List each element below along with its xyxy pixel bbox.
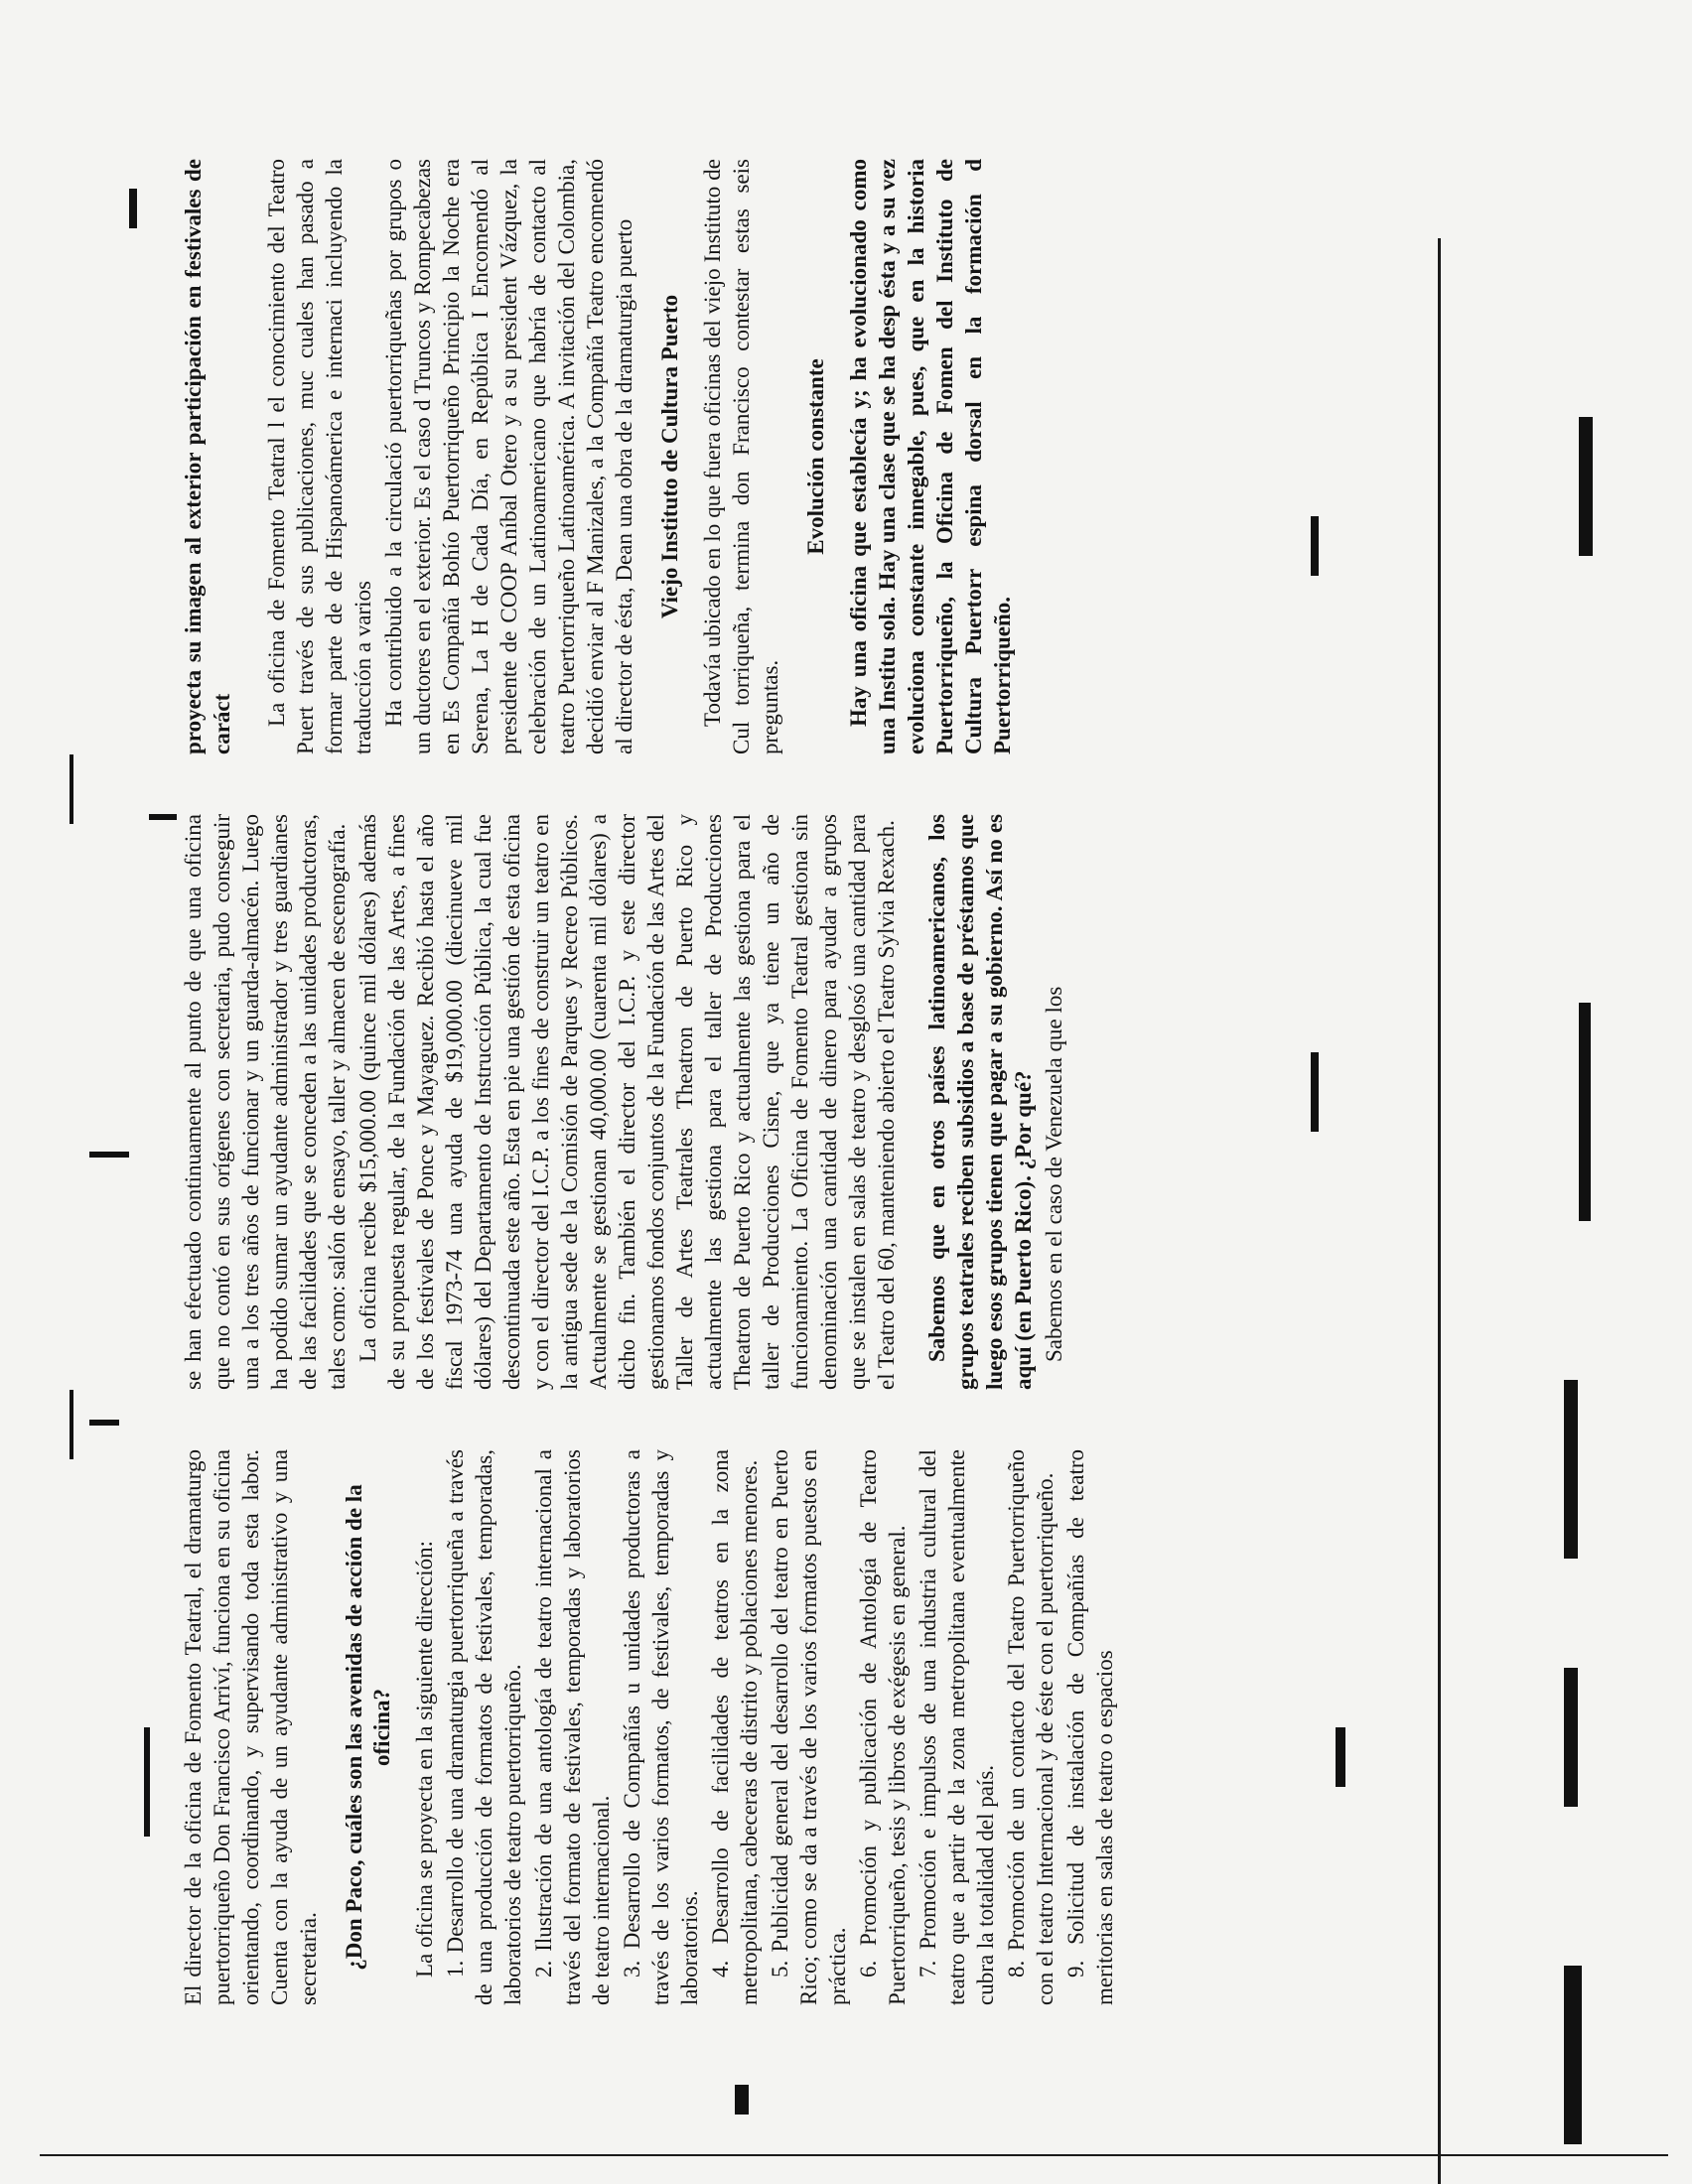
scan-mark — [1579, 1003, 1591, 1221]
column1-answer-intro: La oficina se proyecta en la siguiente dirección: — [412, 1541, 437, 1978]
scan-mark — [70, 754, 73, 824]
column1-intro: El director de la oficina de Fomento Teatral, el dramaturgo puertorriqueño Don Francisco Arriví, funciona en su oficina orientando, coordinando, y supervisando toda esta labor. Cuenta con la ayuda de un ayudante administrativo y una secretaria. — [181, 1449, 321, 2005]
scan-mark — [144, 1727, 150, 1837]
column3-paragraph: Hay una oficina que establecía y; ha evolucionado como una Institu sola. Hay una clase que se ha desp ésta y a su vez evoluciona constante innegable, pues, que en la historia Puertorriqueño, la Oficina de Fomen del Instituto de Cultura Puertorr espina dorsal en la formación d Puertorriqueño. — [846, 159, 1015, 754]
list-item: 9. Solicitud de instalación de Compañías de teatro meritorias en salas de teatro o espacios — [1063, 1449, 1117, 2005]
column-1 — [179, 1449, 1450, 2005]
list-item: 5. Publicidad general del desarrollo del teatro en Puerto Rico; como se da a través de los varios formatos puestos en práctica. — [768, 1449, 850, 2005]
document-sheet — [179, 139, 1529, 2005]
column2-paragraph: se han efectuado continuamente al punto de que una oficina que no contó en sus orígenes con secretaria, pudo conseguir una a los tres años de funcionar y un guarda-almacén. Luego ha podido sumar un ayudante administrador y tres guardianes de las facilidades que se conceden a las unidades productoras, tales como: salón de ensayo, taller y almacen de escenografía. — [181, 814, 350, 1390]
scan-mark — [1579, 417, 1593, 556]
list-item: 1. Desarrollo de una dramaturgia puertorriqueña a través de una producción de formatos de festivales, temporadas, laboratorios de teatro puertorriqueño. — [443, 1449, 525, 2005]
list-item: 6. Promoción y publicación de Antología de Teatro Puertorriqueño, tesis y libros de exégesis en general. — [856, 1449, 910, 2005]
column2-paragraph: Sabemos que en otros países latinoamericanos, los grupos teatrales reciben subsidios a base de préstamos que luego esos grupos tienen que pagar a su gobierno. Así no es aquí (en Puerto Rico). ¿Por qué? — [924, 814, 1036, 1390]
column3-heading: Evolución constante — [803, 358, 828, 555]
scan-mark — [1564, 1966, 1582, 2144]
scan-mark — [89, 1152, 129, 1158]
column3-paragraph: Ha contribuido a la circulació puertorriqueñas por grupos o un ductores en el exterior. Es el caso d Truncos y Rompecabezas en Es Compañía Bohío Puertorriqueño Principio la Noche era Serena, La H de Cada Día, en República I Encomendó al presidente de COOP Aníbal Otero y a su president Vázquez, la celebración de un Latinoamericano que habría de contacto al teatro Puertorriqueño Latinoamérica. A invitación del Colombia, decidió enviar al F Manizales, a la Compañía Teatro encomendó al director de ésta, Dean una obra de la dramaturgia puerto — [381, 159, 636, 754]
list-item: 8. Promoción de un contacto del Teatro Puertorriqueño con el teatro Internacional y de éste con el puertorriqueño. — [1004, 1449, 1058, 2005]
column3-paragraph: La oficina de Fomento Teatral l el conocimiento del Teatro Puert través de sus publicaciones, muc cuales han pasado a formar parte de de Hispanoámerica e internaci incluyendo la traducción a varios — [264, 159, 375, 754]
scan-mark — [70, 1390, 73, 1459]
bottom-scan-line — [40, 2154, 1668, 2156]
column-2 — [179, 814, 1450, 1390]
column3-paragraph: proyecta su imagen al exterior participación en festivales de caráct — [181, 159, 234, 754]
list-item: 3. Desarrollo de Compañías u unidades productoras a través de los varios formatos, de festivales, temporadas y laboratorios. — [620, 1449, 702, 2005]
list-item: 7. Promoción e impulsos de una industria cultural del teatro que a partir de la zona metropolitana eventualmente cubra la totalidad del país. — [916, 1449, 998, 2005]
scan-mark — [129, 189, 137, 228]
column-3 — [179, 159, 1450, 754]
scan-mark — [735, 2085, 749, 2115]
column2-paragraph: Sabemos en el caso de Venezuela que los — [1042, 986, 1066, 1362]
list-item: 4. Desarrollo de facilidades de teatros en la zona metropolitana, cabeceras de distrito y poblaciones menores. — [708, 1449, 762, 2005]
column2-paragraph: La oficina recibe $15,000.00 (quince mil dólares) además de su propuesta regular, de la Fundación de las Artes, a fines de los festivales de Ponce y Mayaguez. Recibió hasta el año fiscal 1973-74 una ayuda de $19,000.00 (diecinueve mil dólares) del Departamento de Instrucción Pública, la cual fue descontinuada este año. Esta en pie una gestión de esta oficina y con el director del I.C.P. a los fines de construir un teatro en la antigua sede de la Comisión de Parques y Recreo Públicos. Actualmente se gestionan 40,000.00 (cuarenta mil dólares) a dicho fin. También el director del I.C.P. y este director gestionamos fondos conjuntos de la Fundación de las Artes del Taller de Artes Teatrales Theatron de Puerto Rico y actualmente las gestiona para el taller de Producciones Theatron de Puerto Rico y actualmente las gestiona para el taller de Producciones Cisne, que ya tiene un año de funcionamiento. La Oficina de Fomento Teatral gestiona sin denominación una cantidad de dinero para ayudar a grupos que se instalen en salas de teatro y desglosó una cantidad para el Teatro del 60, manteniendo abierto el Teatro Sylvia Rexach. — [355, 814, 899, 1390]
column3-paragraph: Todavía ubicado en lo que fuera oficinas del viejo Instituto de Cul torriqueña, termina don Francisco contestar estas seis preguntas. — [700, 159, 782, 754]
scan-mark — [1564, 1668, 1578, 1807]
column1-question: ¿Don Paco, cuáles son las avenidas de acción de la oficina? — [342, 1484, 394, 1971]
column3-heading: Viejo Instituto de Cultura Puerto — [657, 294, 682, 619]
scan-mark — [89, 1420, 119, 1426]
scan-mark — [149, 814, 177, 820]
list-item: 2. Ilustración de una antología de teatro internacional a través del formato de festivales, temporadas y laboratorios de teatro internacional. — [531, 1449, 614, 2005]
scan-mark — [1564, 1380, 1578, 1559]
